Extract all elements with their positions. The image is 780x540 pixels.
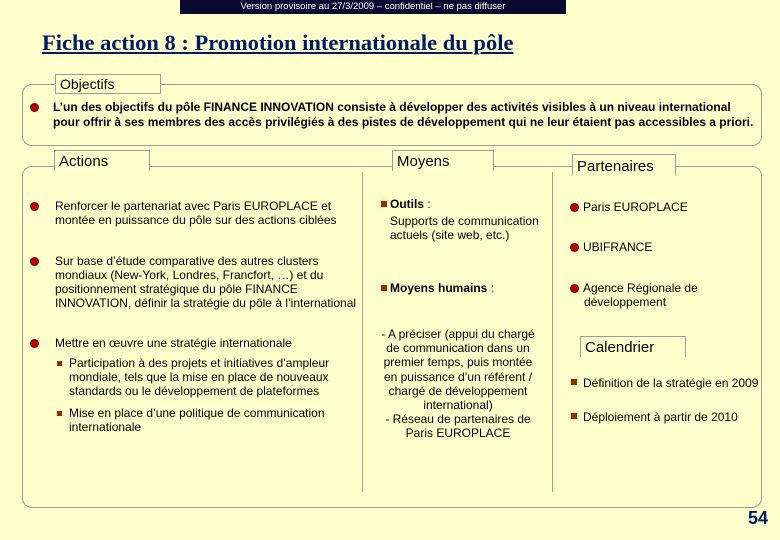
sub-bullet-icon <box>57 411 62 416</box>
bullet-icon <box>381 201 387 207</box>
objectifs-text-line2: pour offrir à ses membres des accès privilégiés à des pistes de développement qui ne leur étaient pas accessibles a priori. <box>53 115 754 129</box>
bullet-icon <box>30 339 39 348</box>
partenaires-label: Partenaires <box>572 154 676 175</box>
moyens-outils <box>390 197 431 211</box>
bullet-icon <box>570 284 579 293</box>
action-subitem-1: Participation à des projets et initiatives d’ampleur mondiale, tels que la mise en place de nouveaux standards ou le développement de plateformes <box>69 356 330 398</box>
bullet-icon <box>381 285 387 291</box>
humains-label: Moyens humains <box>390 281 488 295</box>
column-divider <box>362 172 363 492</box>
confidential-banner: Version provisoire au 27/3/2009 – confidentiel – ne pas diffuser <box>180 0 566 14</box>
page-number: 54 <box>748 508 769 528</box>
partenaire-2: UBIFRANCE <box>583 240 653 254</box>
action-subitem-2: Mise en place d’une politique de communication internationale <box>69 406 325 434</box>
actions-label: Actions <box>54 150 150 171</box>
outils-label: Outils <box>390 197 425 211</box>
action-item-3: Mettre en œuvre une stratégie internationale <box>55 336 292 350</box>
bullet-icon <box>570 203 579 212</box>
bullet-icon <box>30 103 39 112</box>
moyens-humains <box>390 281 494 295</box>
partenaire-1: Paris EUROPLACE <box>583 200 688 214</box>
column-divider <box>552 172 553 492</box>
calendrier-item-2: Déploiement à partir de 2010 <box>583 410 738 424</box>
calendrier-item-1: Définition de la stratégie en 2009 <box>583 376 759 390</box>
bullet-icon <box>571 413 577 419</box>
bullet-icon <box>570 243 579 252</box>
action-item-1: Renforcer le partenariat avec Paris EUROPLACE et montée en puissance du pôle sur des actions ciblées <box>55 199 337 227</box>
sub-bullet-icon <box>57 361 62 366</box>
objectifs-text-line1: L’un des objectifs du pôle FINANCE INNOVATION consiste à développer des activités visibles à un niveau international <box>53 100 731 114</box>
objectifs-label: Objectifs <box>55 74 161 94</box>
calendrier-label: Calendrier <box>580 336 686 357</box>
bullet-icon <box>30 202 39 211</box>
bullet-icon <box>571 379 577 385</box>
partenaire-3: Agence Régionale de développement <box>583 281 698 309</box>
outils-colon: : <box>424 197 431 211</box>
moyens-list: - A préciser (appui du chargé de communication dans un premier temps, puis montée en puissance d’un référent / chargé de développement international) - Réseau de partenaires de Paris EUROPLACE <box>381 327 535 441</box>
moyens-outils-text: Supports de communication actuels (site web, etc.) <box>390 214 539 242</box>
bullet-icon <box>30 257 39 266</box>
humains-colon: : <box>487 281 495 295</box>
action-item-2: Sur base d’étude comparative des autres clusters mondiaux (New-York, Londres, Francfort, …) et du positionnement stratégique du pôle FINANCE INNOVATION, définir la stratégie du pôle à l’international <box>55 254 357 310</box>
page-title: Fiche action 8 : Promotion internationale du pôle <box>42 30 514 55</box>
moyens-label: Moyens <box>392 150 494 171</box>
